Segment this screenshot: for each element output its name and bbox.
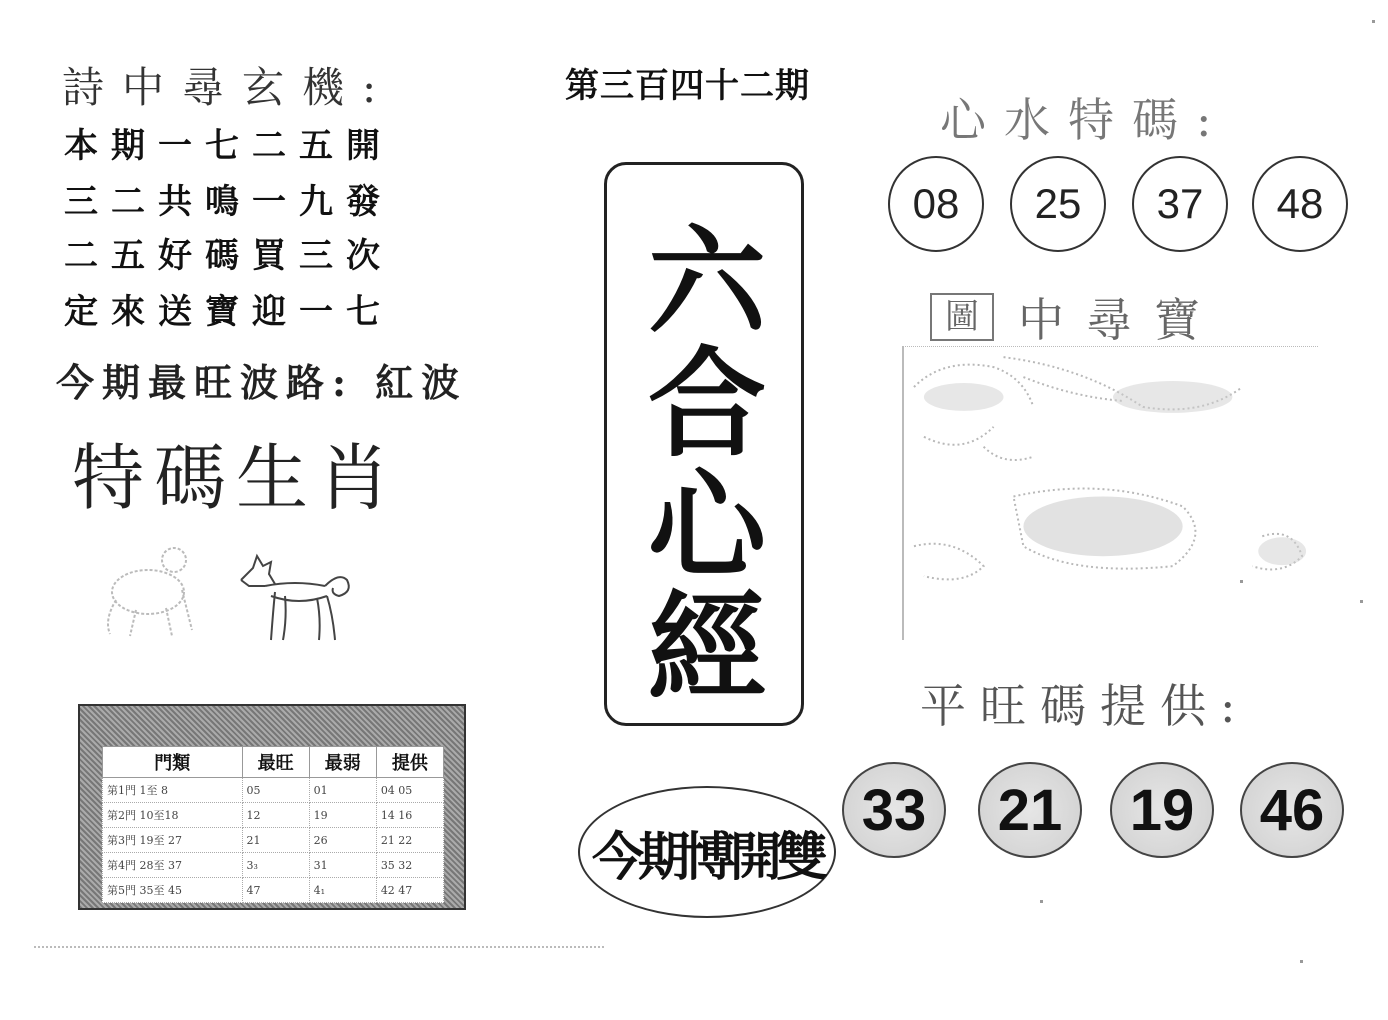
table-row: [103, 828, 444, 853]
special-number-ball: 48: [1252, 156, 1348, 252]
main-title-char-1: 六: [647, 212, 766, 351]
table-header-row: [103, 747, 444, 778]
table-cell: 14 16: [376, 803, 443, 828]
main-title-char-2: 合: [647, 334, 766, 473]
issue-number: 第三百四十二期: [565, 66, 810, 106]
table-row: [103, 778, 444, 803]
odd-even-oval: [578, 786, 836, 918]
treasure-title-boxed-char: 圖: [930, 293, 994, 341]
poem-line-1: 本期一七二五開: [64, 126, 393, 166]
stats-table: [102, 746, 444, 903]
treasure-hunt-title: [930, 284, 1222, 350]
best-wave-line: 今期最旺波路: 紅波: [56, 360, 468, 405]
heart-special-title: 心水特碼:: [940, 93, 1230, 147]
table-cell: 4₁: [309, 878, 376, 903]
table-row: [103, 853, 444, 878]
table-cell: 21: [242, 828, 309, 853]
scan-speck: [1372, 20, 1375, 23]
table-cell: 31: [309, 853, 376, 878]
header-category: 門類: [103, 747, 243, 778]
scan-speck: [1360, 600, 1363, 603]
special-zodiac-title: 特碼生肖: [72, 436, 401, 520]
table-cell: 42 47: [376, 878, 443, 903]
table-cell: 3₃: [242, 853, 309, 878]
table-cell: 第1門 1至 8: [103, 778, 243, 803]
odd-even-text: 今期博開雙: [591, 826, 822, 888]
flat-wang-number-ball: 19: [1110, 762, 1214, 858]
table-cell: 35 32: [376, 853, 443, 878]
table-cell: 21 22: [376, 828, 443, 853]
table-cell: 第3門 19至 27: [103, 828, 243, 853]
table-cell: 04 05: [376, 778, 443, 803]
table-cell: 05: [242, 778, 309, 803]
treasure-title-text: 中尋寶: [1018, 293, 1222, 347]
table-cell: 第5門 35至 45: [103, 878, 243, 903]
scan-speck: [1040, 900, 1043, 903]
scan-speck: [1300, 960, 1303, 963]
table-cell: 19: [309, 803, 376, 828]
header-weakest: 最弱: [309, 747, 376, 778]
header-hottest: 最旺: [242, 747, 309, 778]
main-title-box: [604, 162, 804, 726]
main-title-char-4: 經: [647, 578, 766, 717]
monkey-icon: [96, 540, 206, 640]
table-cell: 第4門 28至 37: [103, 853, 243, 878]
flat-wang-number-ball: 46: [1240, 762, 1344, 858]
stats-table-frame: [78, 704, 466, 910]
special-number-ball: 37: [1132, 156, 1228, 252]
bottom-divider: [34, 946, 604, 960]
table-cell: 47: [242, 878, 309, 903]
scan-speck: [1240, 580, 1243, 583]
flat-wang-number-ball: 21: [978, 762, 1082, 858]
table-cell: 12: [242, 803, 309, 828]
table-cell: 第2門 10至18: [103, 803, 243, 828]
table-cell: 01: [309, 778, 376, 803]
flat-wang-number-ball: 33: [842, 762, 946, 858]
header-provided: 提供: [376, 747, 443, 778]
dog-icon: [235, 552, 357, 648]
poem-title: 詩中尋玄機:: [62, 63, 395, 112]
flat-wang-title: 平旺碼提供:: [920, 679, 1250, 733]
poem-line-3: 二五好碼買三次: [64, 236, 393, 276]
special-number-ball: 25: [1010, 156, 1106, 252]
special-number-ball: 08: [888, 156, 984, 252]
table-row: [103, 878, 444, 903]
table-row: [103, 803, 444, 828]
poem-line-4: 定來送寶迎一七: [64, 292, 393, 332]
main-title-char-3: 心: [647, 456, 766, 595]
table-cell: 26: [309, 828, 376, 853]
treasure-picture: [902, 346, 1318, 640]
poem-line-2: 三二共鳴一九發: [64, 182, 393, 222]
